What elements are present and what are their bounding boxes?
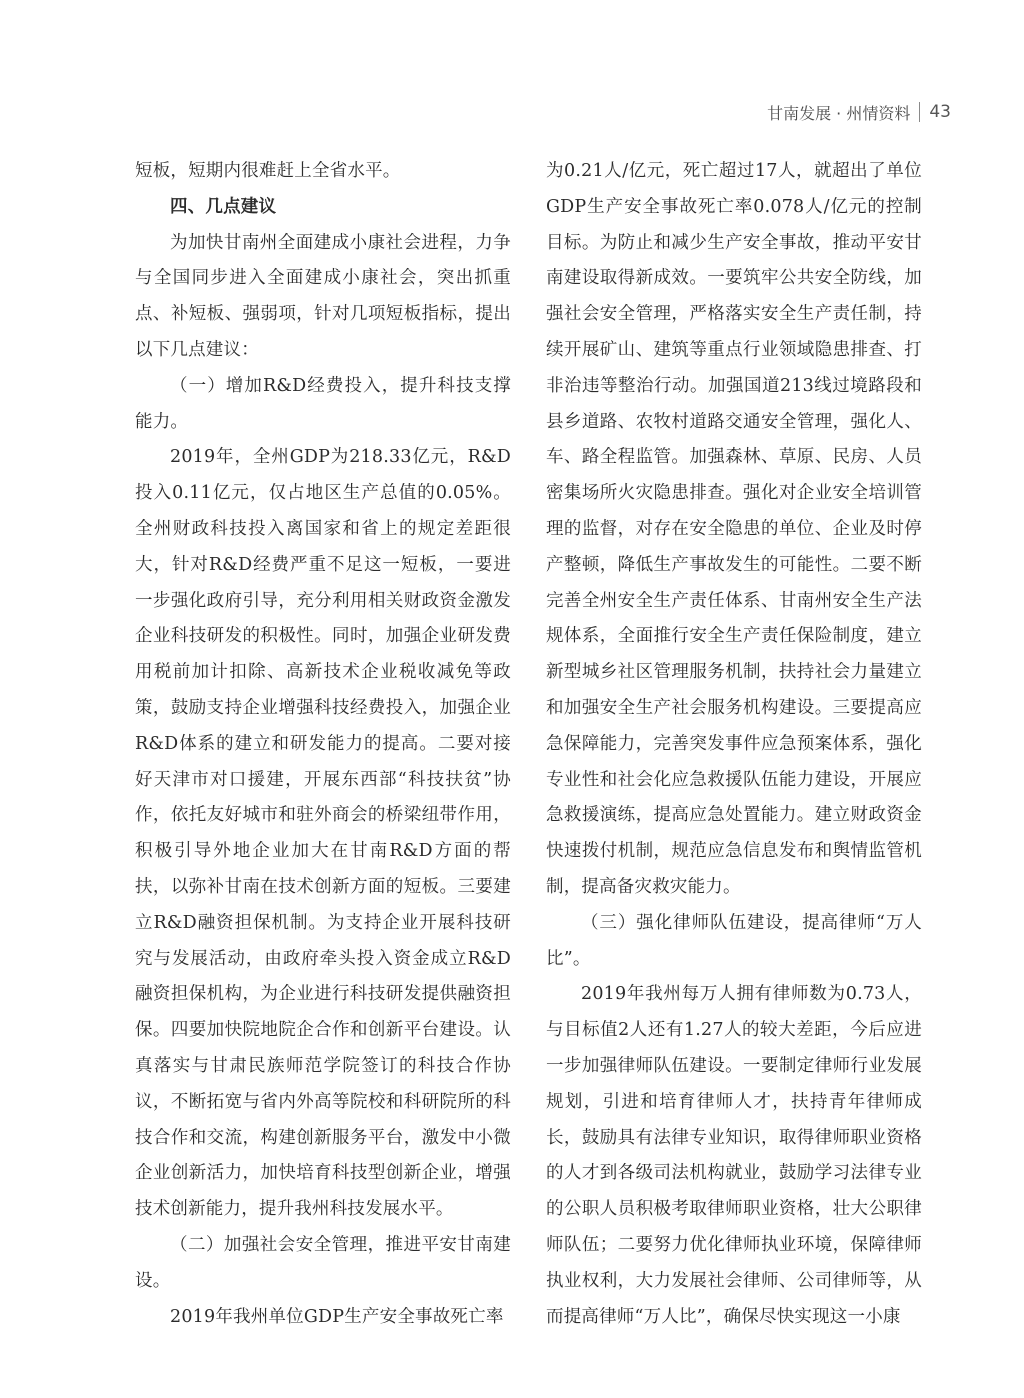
left-column	[135, 154, 511, 1335]
subsection-heading: （二）加强社会安全管理，推进平安甘南建设。	[135, 1234, 511, 1291]
body-paragraph: 为加快甘南州全面建成小康社会进程，力争与全国同步进入全面建成小康社会，突出抓重点、补短板、强弱项，针对几项短板指标，提出以下几点建议：	[135, 232, 511, 360]
subsection-heading: （三）强化律师队伍建设，提高律师“万人比”。	[546, 912, 922, 969]
body-paragraph: 2019年我州每万人拥有律师数为0.73人，与目标值2人还有1.27人的较大差距，今后应进一步加强律师队伍建设。一要制定律师行业发展规划，引进和培育律师人才，扶持青年律师成长，鼓励具有法律专业知识，取得律师职业资格的人才到各级司法机构就业，鼓励学习法律专业的公职人员积极考取律师职业资格，壮大公职律师队伍；二要努力优化律师执业环境，保障律师执业权利，大力发展社会律师、公司律师等，从而提高律师“万人比”，确保尽快实现这一小康	[546, 984, 922, 1327]
section-heading: 四、几点建议	[170, 196, 277, 217]
body-paragraph: 2019年我州单位GDP生产安全事故死亡率	[170, 1306, 504, 1327]
continuation-paragraph: 为0.21人/亿元，死亡超过17人，就超出了单位GDP生产安全事故死亡率0.078人/亿元的控制目标。为防止和减少生产安全事故，推动平安甘南建设取得新成效。一要筑牢公共安全防线，加强社会安全管理，严格落实安全生产责任制，持续开展矿山、建筑等重点行业领域隐患排查、打非治违等整治行动。加强国道213线过境路段和县乡道路、农牧村道路交通安全管理，强化人、车、路全程监管。加强森林、草原、民房、人员密集场所火灾隐患排查。强化对企业安全培训管理的监督，对存在安全隐患的单位、企业及时停产整顿，降低生产事故发生的可能性。二要不断完善全州安全生产责任体系、甘南州安全生产法规体系，全面推行安全生产责任保险制度，建立新型城乡社区管理服务机制，扶持社会力量建立和加强安全生产社会服务机构建设。三要提高应急保障能力，完善突发事件应急预案体系，强化专业性和社会化应急救援队伍能力建设，开展应急救援演练，提高应急处置能力。建立财政资金快速拨付机制，规范应急信息发布和舆情监管机制，提高备灾救灾能力。	[546, 161, 922, 897]
subsection-heading: （一）增加R&D经费投入，提升科技支撑能力。	[135, 375, 511, 432]
publication-title: 甘南发展 · 州情资料	[767, 103, 911, 123]
right-column	[546, 154, 922, 1335]
continuation-paragraph: 短板，短期内很难赶上全省水平。	[135, 161, 401, 181]
running-header	[767, 98, 951, 126]
body-paragraph: 2019年，全州GDP为218.33亿元，R&D投入0.11亿元，仅占地区生产总值的0.05%。全州财政科技投入离国家和省上的规定差距很大，针对R&D经费严重不足这一短板，一要进一步强化政府引导，充分利用相关财政资金激发企业科技研发的积极性。同时，加强企业研发费用税前加计扣除、高新技术企业税收减免等政策，鼓励支持企业增强科技经费投入，加强企业R&D体系的建立和研发能力的提高。二要对接好天津市对口援建，开展东西部“科技扶贫”协作，依托友好城市和驻外商会的桥梁纽带作用，积极引导外地企业加大在甘南R&D方面的帮扶，以弥补甘南在技术创新方面的短板。三要建立R&D融资担保机制。为支持企业开展科技研究与发展活动，由政府牵头投入资金成立R&D融资担保机构，为企业进行科技研发提供融资担保。四要加快院地院企合作和创新平台建设。认真落实与甘肃民族师范学院签订的科技合作协议，不断拓宽与省内外高等院校和科研院所的科技合作和交流，构建创新服务平台，激发中小微企业创新活力，加快培育科技型创新企业，增强技术创新能力，提升我州科技发展水平。	[135, 447, 511, 1220]
header-divider	[919, 102, 920, 122]
page-number: 43	[929, 102, 951, 122]
